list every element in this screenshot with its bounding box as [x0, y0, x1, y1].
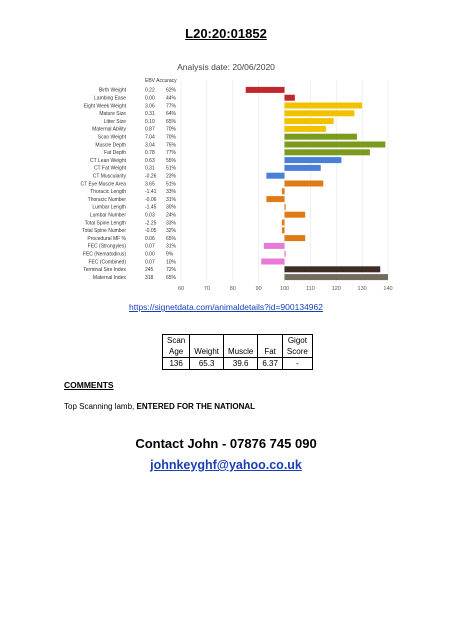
x-tick-label: 100: [279, 286, 290, 292]
ebv-chart: [0, 0, 452, 300]
row-ebv: -1.45: [145, 204, 157, 211]
bar-fec-nematodirus: [285, 251, 286, 257]
row-accuracy: 77%: [166, 150, 177, 157]
row-ebv: 0.31: [145, 111, 155, 118]
row-label: Thoracic Number: [87, 196, 126, 203]
row-accuracy: 55%: [166, 157, 177, 164]
row-label: CT Fat Weight: [93, 165, 126, 172]
bar-lambing-ease: [285, 95, 295, 101]
row-ebv: 3.65: [145, 181, 155, 188]
x-tick-label: 110: [305, 286, 315, 292]
bar-ct-eye-muscle-area: [285, 181, 324, 187]
row-ebv: 0.03: [145, 212, 155, 219]
scan-weight-value: 65.3: [190, 358, 224, 370]
row-ebv: 3.04: [145, 142, 155, 149]
scan-header-top-3: [258, 335, 283, 347]
bar-litter-size: [285, 118, 334, 124]
row-ebv: 7.04: [145, 134, 155, 141]
row-ebv: 0.63: [145, 157, 155, 164]
comments-text: [64, 402, 255, 411]
row-label: Terminal Sire Index: [83, 267, 126, 274]
row-label: Lumbar Number: [89, 212, 126, 219]
row-label: CT Eye Muscle Area: [80, 181, 126, 188]
row-label: CT Muscularity: [92, 173, 126, 180]
scan-gigot-value: -: [282, 358, 312, 370]
row-ebv: -2.25: [145, 220, 157, 227]
row-label: CT Lean Weight: [90, 157, 126, 164]
row-accuracy: 51%: [166, 181, 177, 188]
row-label: Fat Depth: [104, 150, 126, 157]
row-label: Muscle Depth: [95, 142, 126, 149]
row-ebv: -0.05: [145, 228, 157, 235]
row-ebv: 318: [145, 274, 154, 281]
row-accuracy: 75%: [166, 142, 177, 149]
scan-header-top-2: [224, 335, 258, 347]
row-ebv: 0.10: [145, 118, 155, 125]
bar-fat-depth: [285, 149, 370, 155]
row-ebv: 0.00: [145, 251, 155, 258]
row-ebv: 0.06: [145, 235, 155, 242]
row-label: Scan Weight: [97, 134, 126, 141]
row-label: Total Spine Number: [82, 228, 126, 235]
row-accuracy: 70%: [166, 134, 177, 141]
table-row: [163, 358, 313, 370]
comments-bold: ENTERED FOR THE NATIONAL: [136, 402, 256, 411]
row-label: Maternal Ability: [92, 126, 126, 133]
row-accuracy: 70%: [166, 126, 177, 133]
row-label: Maternal Index: [92, 274, 126, 281]
bar-fec-combined: [261, 259, 284, 265]
row-accuracy: 32%: [166, 228, 177, 235]
x-tick-label: 130: [357, 286, 367, 292]
row-label: FEC (Strongyles): [87, 243, 126, 250]
scan-header-age: Age: [163, 346, 190, 358]
bar-scan-weight: [285, 134, 357, 140]
x-tick-label: 70: [203, 286, 210, 292]
row-ebv: -1.41: [145, 189, 157, 196]
email-link[interactable]: johnkeyghf@yahoo.co.uk: [150, 458, 302, 472]
row-label: FEC (Combined): [88, 259, 126, 266]
row-label: Mature Size: [99, 111, 126, 118]
scan-header-top-1: [190, 335, 224, 347]
scan-header-top-4: Gigot: [282, 335, 312, 347]
row-accuracy: 24%: [166, 212, 177, 219]
row-label: Procedural MF %: [87, 235, 126, 242]
scan-header-fat: Fat: [258, 346, 283, 358]
row-ebv: -0.06: [145, 196, 157, 203]
row-accuracy: 77%: [166, 103, 177, 110]
row-ebv: 0.22: [145, 87, 155, 94]
bar-ct-muscularity: [266, 173, 284, 179]
x-tick-label: 80: [229, 286, 236, 292]
bar-maternal-ability: [285, 126, 326, 132]
row-label: Birth Weight: [98, 87, 126, 94]
row-accuracy: 44%: [166, 95, 177, 102]
signet-link[interactable]: https://signetdata.com/animaldetails?id=900134962: [129, 302, 323, 312]
row-ebv: 0.78: [145, 150, 155, 157]
row-accuracy: 72%: [166, 267, 177, 274]
bar-terminal-sire-index: [285, 266, 381, 272]
row-accuracy: 31%: [166, 243, 177, 250]
bar-procedural-mf: [285, 235, 306, 241]
scan-muscle-value: 39.6: [224, 358, 258, 370]
row-accuracy: 33%: [166, 220, 177, 227]
row-accuracy: 23%: [166, 173, 177, 180]
bar-eight-week-weight: [285, 103, 363, 109]
x-tick-label: 60: [177, 286, 185, 292]
row-ebv: 0.07: [145, 259, 155, 266]
comments-plain: Top Scanning lamb,: [64, 402, 137, 411]
x-tick-label: 90: [255, 286, 262, 292]
row-accuracy: 65%: [166, 235, 177, 242]
scan-header-muscle: Muscle: [224, 346, 258, 358]
row-accuracy: 51%: [166, 165, 177, 172]
scan-header-top-0: Scan: [163, 335, 190, 347]
row-label: Lumbar Length: [92, 204, 126, 211]
x-tick-label: 140: [383, 286, 393, 292]
row-accuracy: 65%: [166, 274, 177, 281]
row-ebv: 3.06: [145, 103, 155, 110]
page-title: L20:20:01852: [185, 26, 267, 41]
bar-fec-strongyles: [264, 243, 285, 249]
scan-header-gigot: Score: [282, 346, 312, 358]
row-label: Lambing Ease: [94, 95, 126, 102]
bar-mature-size: [285, 110, 355, 116]
row-accuracy: 65%: [166, 118, 177, 125]
row-accuracy: 33%: [166, 189, 177, 196]
scan-table: [162, 334, 313, 370]
row-accuracy: 64%: [166, 111, 177, 118]
x-tick-label: 120: [331, 286, 341, 292]
column-header: EBV Accuracy: [145, 78, 177, 84]
bar-birth-weight: [246, 87, 285, 93]
row-ebv: 0.31: [145, 165, 155, 172]
bar-lumbar-length: [285, 204, 286, 210]
bar-ct-lean-weight: [285, 157, 342, 163]
bar-ct-fat-weight: [285, 165, 321, 171]
row-label: Total Spine Length: [84, 220, 126, 227]
row-ebv: 0.87: [145, 126, 155, 133]
row-accuracy: 30%: [166, 204, 177, 211]
scan-header-weight: Weight: [190, 346, 224, 358]
row-accuracy: 9%: [166, 251, 174, 258]
bar-thoracic-number: [266, 196, 284, 202]
bar-total-spine-length: [282, 220, 285, 226]
comments-heading: COMMENTS: [64, 380, 114, 390]
bar-total-spine-number: [282, 227, 285, 233]
row-label: Eight Week Weight: [83, 103, 126, 110]
row-ebv: -0.26: [145, 173, 157, 180]
contact-line: Contact John - 07876 745 090: [135, 436, 317, 451]
row-accuracy: 31%: [166, 196, 177, 203]
scan-fat-value: 6.37: [258, 358, 283, 370]
row-label: FEC (Nematodirus): [82, 251, 126, 258]
bar-lumbar-number: [285, 212, 306, 218]
row-label: Litter Size: [103, 118, 126, 125]
row-label: Thoracic Length: [90, 189, 126, 196]
row-ebv: 0.00: [145, 95, 155, 102]
row-ebv: 245: [145, 267, 154, 274]
row-accuracy: 10%: [166, 259, 177, 266]
row-ebv: 0.07: [145, 243, 155, 250]
bar-muscle-depth: [285, 142, 386, 148]
chart-title: Analysis date: 20/06/2020: [177, 62, 275, 72]
row-accuracy: 62%: [166, 87, 177, 94]
scan-age-value: 136: [163, 358, 190, 370]
bar-thoracic-length: [282, 188, 285, 194]
bar-maternal-index: [285, 274, 389, 280]
